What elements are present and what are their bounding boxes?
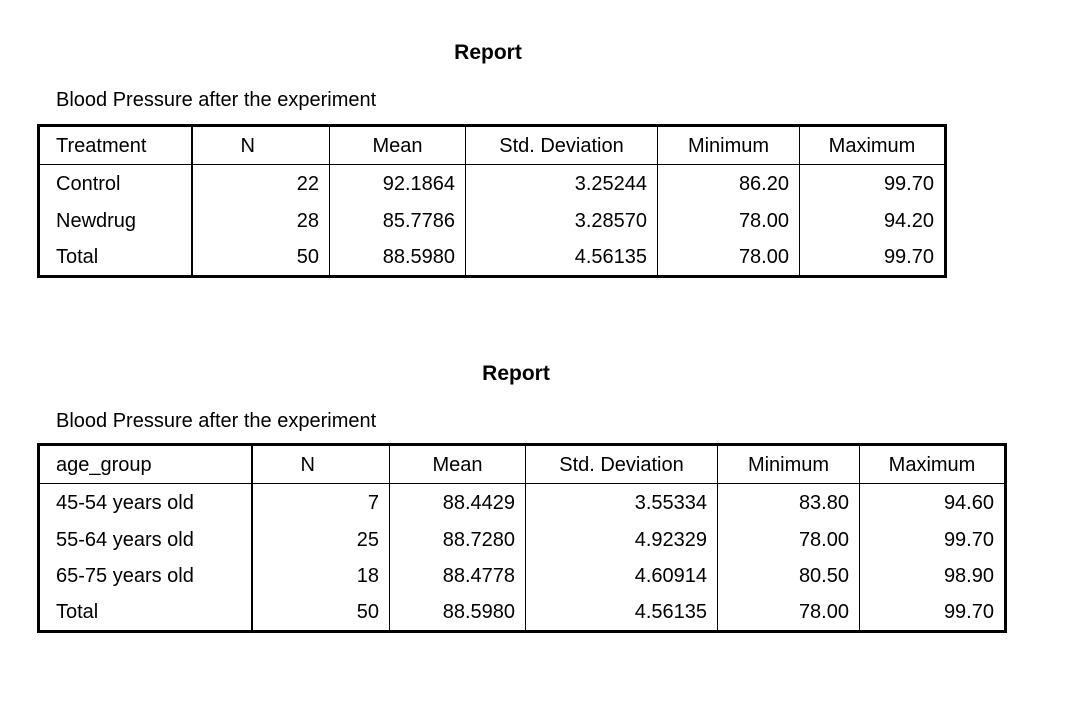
- table-row: [39, 484, 1006, 523]
- cell-maximum: 94.20: [800, 203, 946, 239]
- table-row: [39, 239, 946, 277]
- cell-n: 22: [192, 165, 330, 204]
- column-header: age_group: [39, 445, 252, 484]
- table-row: [39, 165, 946, 204]
- cell-std-deviation: 3.28570: [466, 203, 658, 239]
- column-header: Treatment: [39, 126, 192, 165]
- cell-mean: 88.5980: [390, 594, 526, 632]
- row-label: Control: [39, 165, 192, 204]
- report-1-title: Report: [454, 41, 522, 64]
- cell-mean: 88.7280: [390, 522, 526, 558]
- cell-std-deviation: 4.92329: [526, 522, 718, 558]
- column-header: Maximum: [800, 126, 946, 165]
- cell-minimum: 86.20: [658, 165, 800, 204]
- cell-maximum: 94.60: [860, 484, 1006, 523]
- cell-mean: 92.1864: [330, 165, 466, 204]
- column-header: Mean: [330, 126, 466, 165]
- cell-maximum: 99.70: [860, 594, 1006, 632]
- cell-maximum: 99.70: [860, 522, 1006, 558]
- cell-n: 25: [252, 522, 390, 558]
- report-2-table: [37, 443, 1007, 633]
- column-header: N: [192, 126, 330, 165]
- cell-n: 50: [192, 239, 330, 277]
- cell-mean: 85.7786: [330, 203, 466, 239]
- cell-n: 28: [192, 203, 330, 239]
- table-header-row: [39, 445, 1006, 484]
- cell-minimum: 80.50: [718, 558, 860, 594]
- cell-std-deviation: 4.56135: [526, 594, 718, 632]
- row-label: 45-54 years old: [39, 484, 252, 523]
- column-header: N: [252, 445, 390, 484]
- table-row: [39, 558, 1006, 594]
- column-header: Std. Deviation: [526, 445, 718, 484]
- cell-maximum: 98.90: [860, 558, 1006, 594]
- cell-mean: 88.5980: [330, 239, 466, 277]
- report-1-caption: Blood Pressure after the experiment: [56, 89, 377, 111]
- cell-mean: 88.4778: [390, 558, 526, 594]
- cell-std-deviation: 4.56135: [466, 239, 658, 277]
- row-label: 65-75 years old: [39, 558, 252, 594]
- table-header-row: [39, 126, 946, 165]
- row-label: Total: [39, 594, 252, 632]
- column-header: Minimum: [718, 445, 860, 484]
- cell-std-deviation: 3.55334: [526, 484, 718, 523]
- cell-n: 7: [252, 484, 390, 523]
- cell-minimum: 78.00: [718, 594, 860, 632]
- column-header: Std. Deviation: [466, 126, 658, 165]
- cell-std-deviation: 4.60914: [526, 558, 718, 594]
- report-2-title: Report: [482, 362, 550, 385]
- cell-maximum: 99.70: [800, 239, 946, 277]
- report-1-table: [37, 124, 947, 278]
- cell-n: 50: [252, 594, 390, 632]
- cell-minimum: 78.00: [718, 522, 860, 558]
- row-label: Total: [39, 239, 192, 277]
- column-header: Mean: [390, 445, 526, 484]
- column-header: Maximum: [860, 445, 1006, 484]
- cell-minimum: 78.00: [658, 203, 800, 239]
- row-label: 55-64 years old: [39, 522, 252, 558]
- cell-std-deviation: 3.25244: [466, 165, 658, 204]
- cell-maximum: 99.70: [800, 165, 946, 204]
- column-header: Minimum: [658, 126, 800, 165]
- report-2-caption: Blood Pressure after the experiment: [56, 410, 377, 432]
- table-row: [39, 594, 1006, 632]
- row-label: Newdrug: [39, 203, 192, 239]
- cell-mean: 88.4429: [390, 484, 526, 523]
- table-row: [39, 522, 1006, 558]
- cell-n: 18: [252, 558, 390, 594]
- cell-minimum: 78.00: [658, 239, 800, 277]
- table-row: [39, 203, 946, 239]
- cell-minimum: 83.80: [718, 484, 860, 523]
